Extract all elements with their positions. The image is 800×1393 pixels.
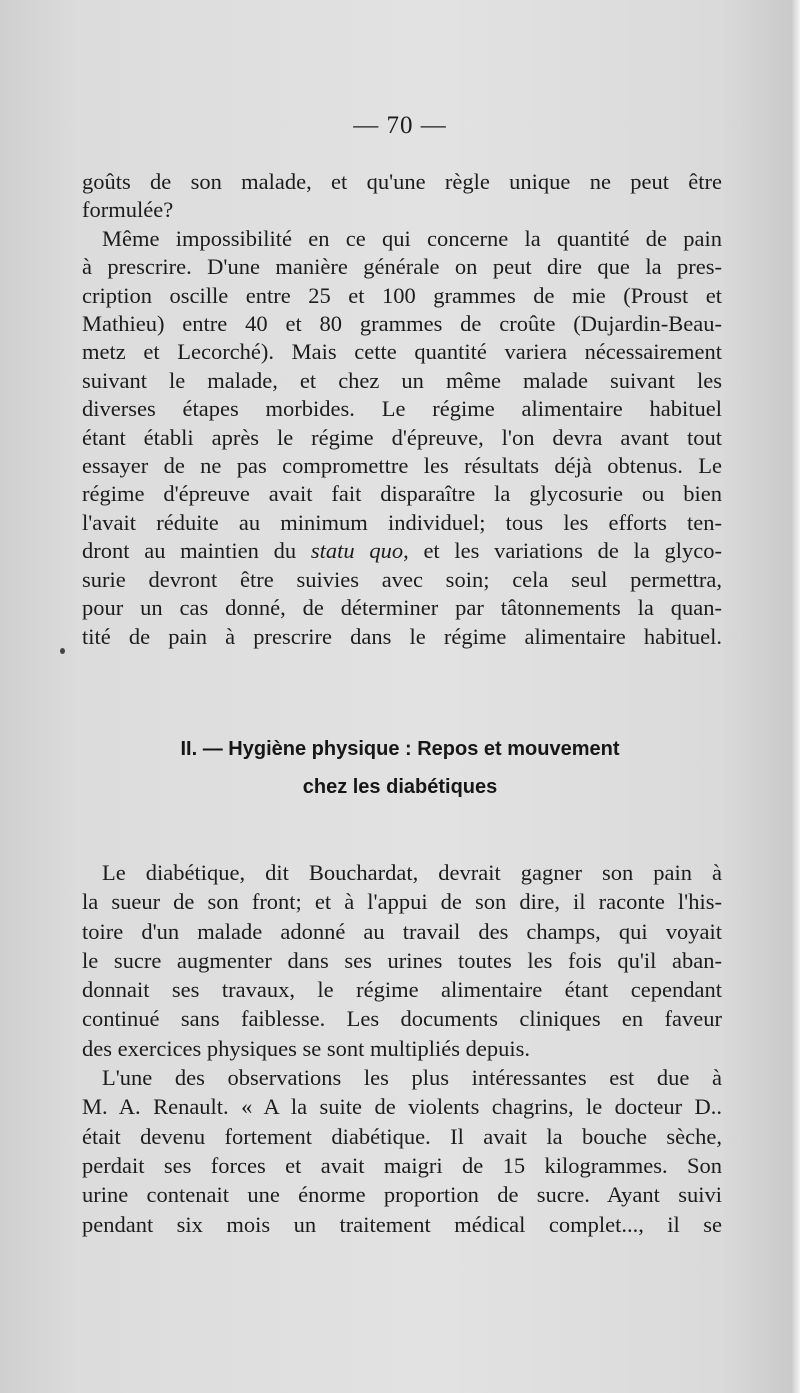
text-line: metz et Lecorché). Mais cette quantité variera nécessairement	[82, 339, 722, 365]
text-line: L'une des observations les plus intéressantes est due à	[102, 1065, 722, 1091]
text-line: toire d'un malade adonné au travail des champs, qui voyait	[82, 918, 722, 944]
italic-term: statu quo	[310, 538, 404, 564]
text-line: Même impossibilité en ce qui concerne la quantité de pain	[102, 225, 722, 251]
text-line: tité de pain à prescrire dans le régime alimentaire habituel.	[82, 623, 722, 649]
text-line: était devenu fortement diabétique. Il avait la bouche sèche,	[82, 1123, 722, 1149]
text-line: continué sans faiblesse. Les documents cliniques en faveur	[82, 1006, 722, 1032]
text-line: Mathieu) entre 40 et 80 grammes de croûte (Dujardin-Beau-	[82, 311, 722, 337]
text-line: perdait ses forces et avait maigri de 15 kilogrammes. Son	[82, 1152, 722, 1178]
page-number: — 70 —	[353, 112, 447, 139]
text-line: Le diabétique, dit Bouchardat, devrait gagner son pain à	[102, 860, 722, 885]
ink-speck	[60, 648, 65, 654]
text-line: régime d'épreuve avait fait disparaître la glycosurie ou bien	[82, 481, 722, 507]
text-line: essayer de ne pas compromettre les résultats déjà obtenus. Le	[82, 453, 722, 479]
text-line: M. A. Renault. « A la suite de violents chagrins, le docteur D..	[82, 1094, 722, 1120]
text-line: la sueur de son front; et à l'appui de son dire, il raconte l'his-	[82, 889, 722, 915]
text-line: pour un cas donné, de déterminer par tâtonnements la quan-	[82, 595, 722, 621]
text-line: surie devront être suivies avec soin; cela seul permettra,	[82, 566, 722, 592]
text-line: goûts de son malade, et qu'une règle unique ne peut être	[82, 169, 722, 194]
paragraph-exercise	[82, 858, 722, 1239]
text-line: donnait ses travaux, le régime alimentaire étant cependant	[82, 977, 722, 1003]
text-span: dront au maintien du	[82, 538, 311, 564]
section-heading-continued: chez les diabétiques	[302, 776, 498, 798]
text-line: des exercices physiques se sont multipliés depuis.	[82, 1035, 531, 1061]
text-line-with-italic	[82, 537, 722, 565]
text-line: l'avait réduite au minimum individuel; tous les efforts ten-	[82, 509, 722, 535]
paragraph-bread-quantity	[82, 168, 722, 651]
text-span: , et les variations de la glyco-	[403, 538, 722, 564]
text-line: le sucre augmenter dans ses urines toutes les fois qu'il aban-	[82, 947, 722, 973]
page-edge	[792, 0, 800, 1393]
text-line: suivant le malade, et chez un même malade suivant les	[82, 367, 722, 393]
text-line: cription oscille entre 25 et 100 grammes de mie (Proust et	[82, 282, 722, 308]
section-heading: II. — Hygiène physique : Repos et mouvement	[180, 738, 620, 760]
text-line: diverses étapes morbides. Le régime alimentaire habituel	[82, 396, 722, 422]
text-line: à prescrire. D'une manière générale on peut dire que la pres-	[82, 254, 722, 280]
text-line: urine contenait une énorme proportion de sucre. Ayant suivi	[82, 1182, 722, 1208]
text-line: pendant six mois un traitement médical complet..., il se	[82, 1211, 722, 1237]
text-line: formulée?	[82, 197, 174, 223]
text-line: étant établi après le régime d'épreuve, l'on devra avant tout	[82, 424, 722, 450]
